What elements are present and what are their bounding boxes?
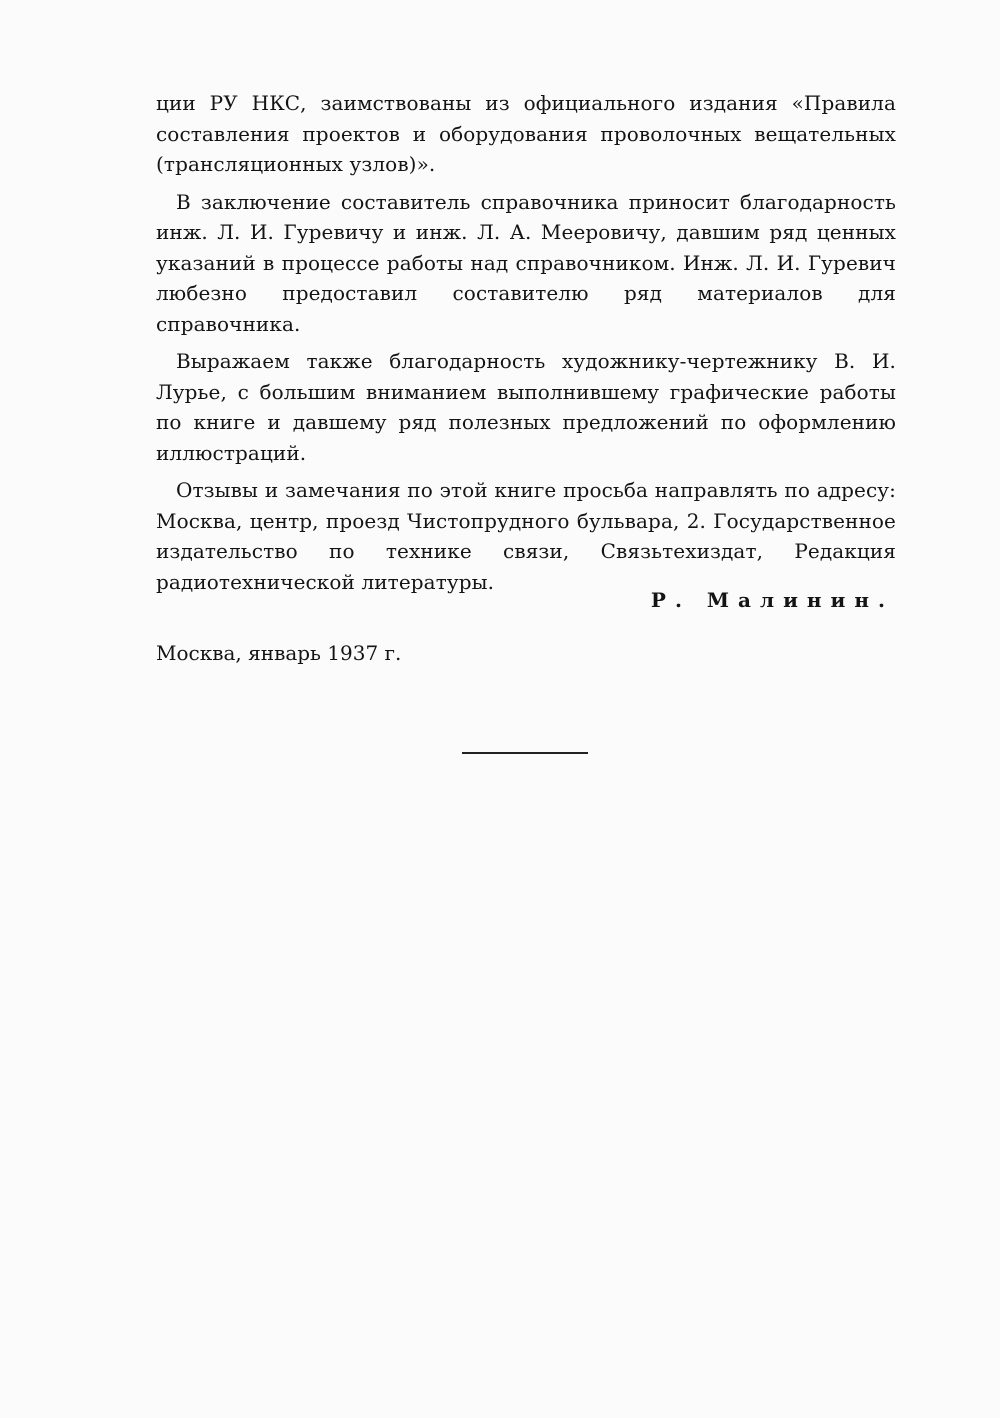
paragraph-feedback-address: Отзывы и замечания по этой книге просьба направлять по адресу: Москва, центр, проезд Чистопрудного бульвара, 2. Государственное издательство по технике связи, Связьтехиздат, Редакция радиотехнической литературы. [156,478,896,594]
section-end-rule [462,752,588,754]
paragraph-continuation: ции РУ НКС, заимствованы из официального издания «Правила составления проектов и оборудования проволочных вещательных (трансляционных узлов)». [156,91,896,176]
paragraph-acknowledgement-engineers: В заключение составитель справочника приносит благодарность инж. Л. И. Гуревичу и инж. Л. А. Мееровичу, давшим ряд ценных указаний в процессе работы над справочником. Инж. Л. И. Гуревич любезно предоставил составителю ряд материалов для справочника. [156,189,896,336]
place-date-line: Москва, январь 1937 г. [156,641,402,665]
author-signature: Р. Малинин. [650,588,894,612]
paragraph-acknowledgement-artist: Выражаем также благодарность художнику-чертежнику В. И. Лурье, с большим вниманием выполнившему графические работы по книге и давшему ряд полезных предложений по оформлению иллюстраций. [156,349,896,465]
body-text [156,88,896,604]
